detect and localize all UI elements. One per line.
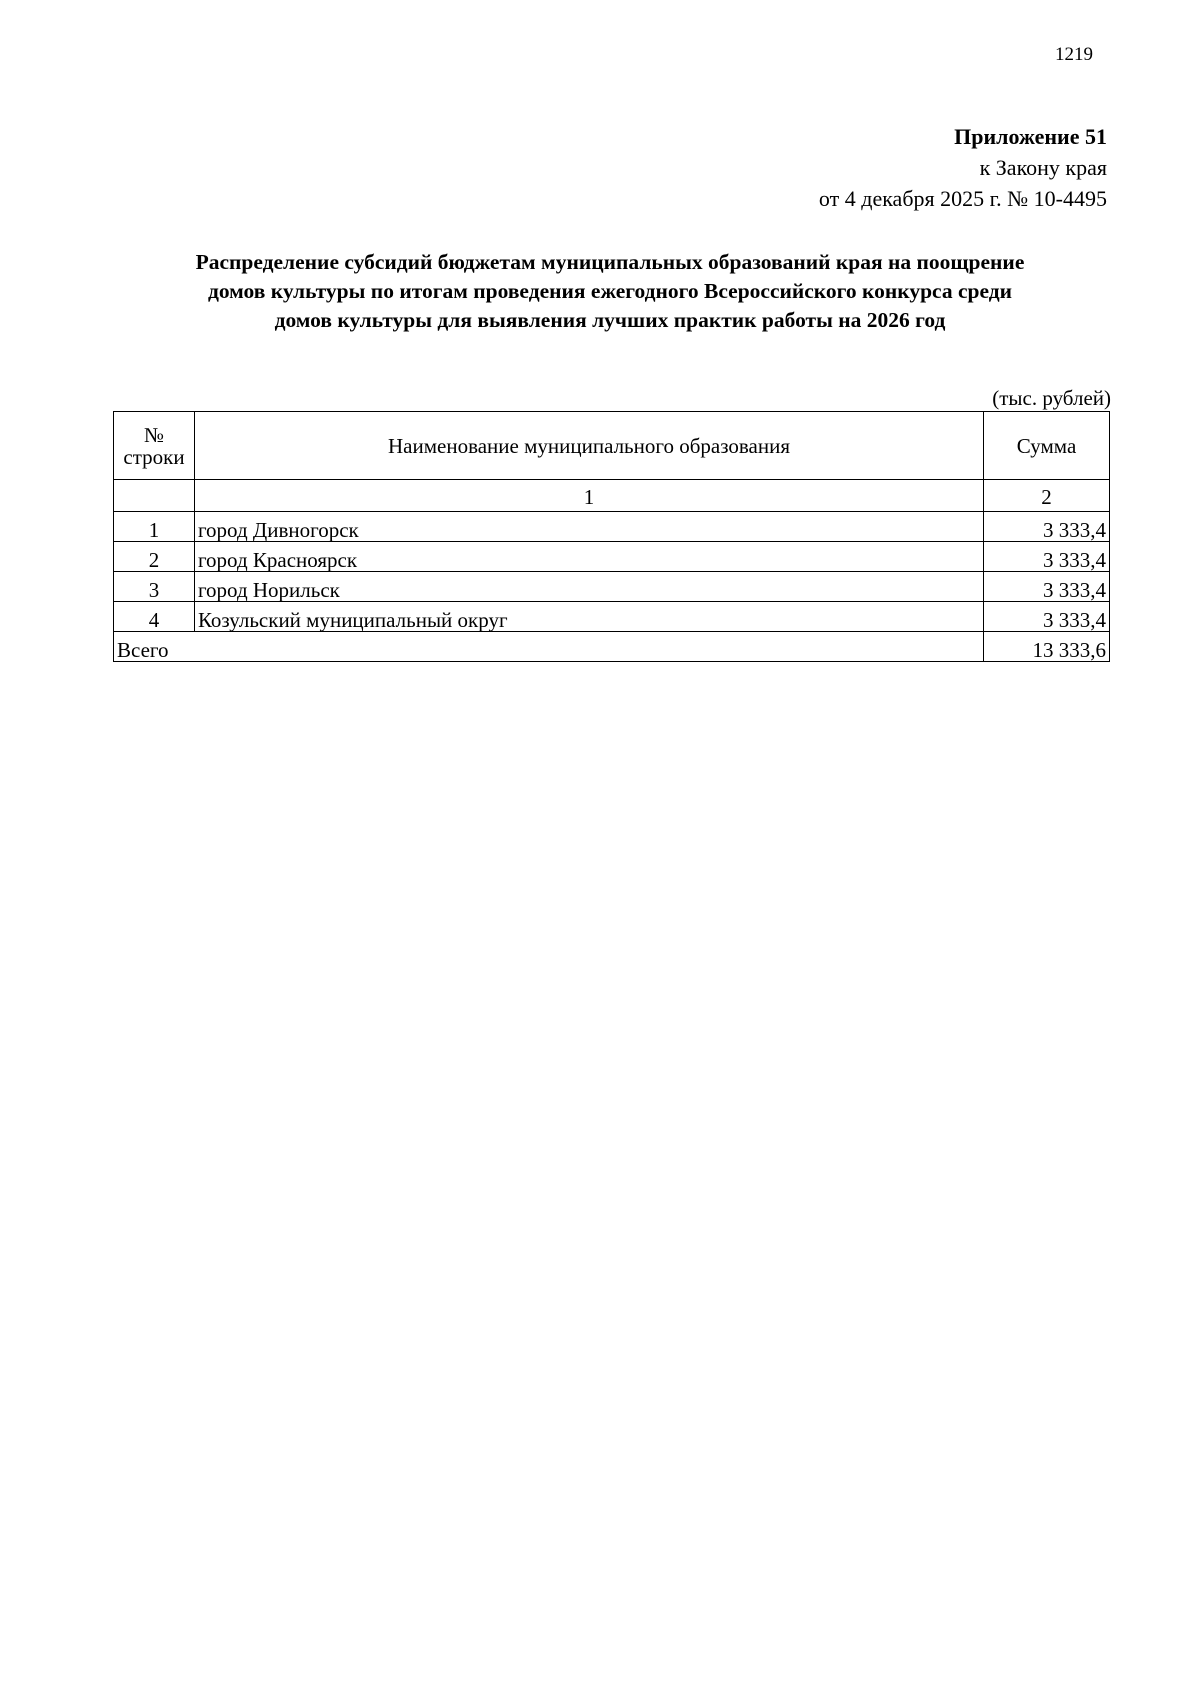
header-number-sign: № (143, 422, 164, 447)
header-row-number (114, 412, 195, 480)
subsidy-table (113, 411, 1110, 662)
appendix-law-date: от 4 декабря 2025 г. № 10-4495 (818, 186, 1107, 211)
document-title-line: Распределение субсидий бюджетам муниципальных образований края на поощрение (195, 250, 1025, 274)
column-index-name: 1 (194, 480, 983, 512)
header-municipality-name: Наименование муниципального образования (194, 412, 983, 480)
document-title-line: домов культуры по итогам проведения ежегодного Всероссийского конкурса среди (207, 279, 1013, 303)
row-number: 1 (114, 512, 195, 542)
document-title-line: домов культуры для выявления лучших практик работы на 2026 год (274, 308, 946, 332)
table-row (114, 542, 1110, 572)
page-number: 1219 (1055, 44, 1093, 65)
row-number: 4 (114, 602, 195, 632)
table-row (114, 512, 1110, 542)
row-municipality: город Дивногорск (194, 512, 983, 542)
table-row (114, 572, 1110, 602)
row-municipality: город Красноярск (194, 542, 983, 572)
row-sum: 3 333,4 (984, 542, 1110, 572)
total-sum: 13 333,6 (984, 632, 1110, 662)
row-number: 2 (114, 542, 195, 572)
column-index-sum: 2 (984, 480, 1110, 512)
row-sum: 3 333,4 (984, 602, 1110, 632)
header-sum: Сумма (984, 412, 1110, 480)
table-column-index-row (114, 480, 1110, 512)
appendix-law-reference: к Закону края (979, 155, 1107, 180)
document-title (110, 248, 1110, 335)
row-municipality: город Норильск (194, 572, 983, 602)
header-number-label: строки (123, 444, 185, 469)
appendix-title: Приложение 51 (954, 124, 1107, 149)
total-label: Всего (114, 632, 984, 662)
row-sum: 3 333,4 (984, 512, 1110, 542)
column-index-num (114, 480, 195, 512)
row-number: 3 (114, 572, 195, 602)
table-header-row (114, 412, 1110, 480)
table-total-row (114, 632, 1110, 662)
units-label: (тыс. рублей) (992, 386, 1111, 410)
row-municipality: Козульский муниципальный округ (194, 602, 983, 632)
row-sum: 3 333,4 (984, 572, 1110, 602)
appendix-header (819, 121, 1107, 214)
table-row (114, 602, 1110, 632)
